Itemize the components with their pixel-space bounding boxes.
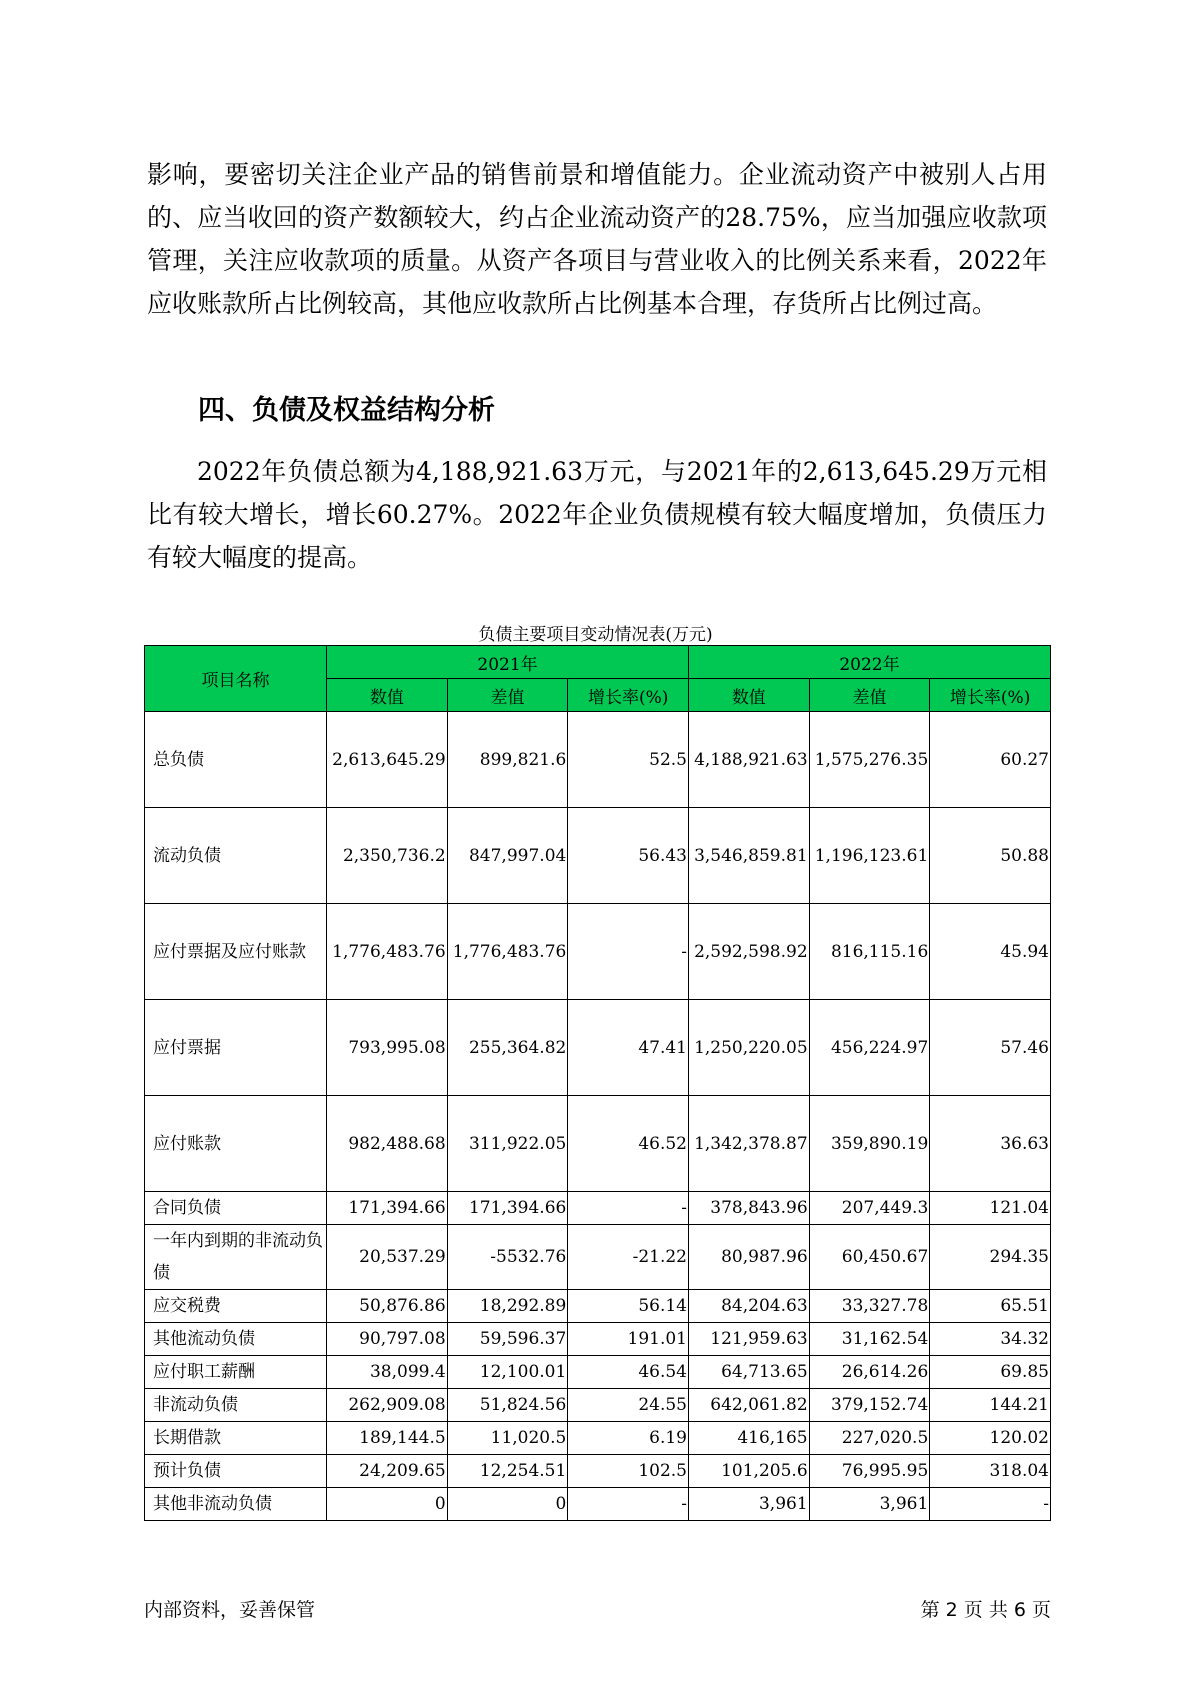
rate-2021: - bbox=[568, 904, 689, 1000]
value-2021: 90,797.08 bbox=[327, 1323, 448, 1356]
diff-2021: 18,292.89 bbox=[447, 1290, 568, 1323]
value-2021: 24,209.65 bbox=[327, 1455, 448, 1488]
value-2021: 2,350,736.2 bbox=[327, 808, 448, 904]
header-rate-2022: 增长率(%) bbox=[930, 679, 1051, 712]
value-2021: 0 bbox=[327, 1488, 448, 1521]
header-rate-2021: 增长率(%) bbox=[568, 679, 689, 712]
table-row bbox=[145, 1389, 1051, 1422]
rate-2021: 6.19 bbox=[568, 1422, 689, 1455]
table-row bbox=[145, 1000, 1051, 1096]
footer-page-number: 第 2 页 共 6 页 bbox=[920, 1599, 1051, 1621]
value-2022: 64,713.65 bbox=[689, 1356, 810, 1389]
diff-2022: 816,115.16 bbox=[809, 904, 930, 1000]
diff-2022: 1,196,123.61 bbox=[809, 808, 930, 904]
diff-2021: 12,100.01 bbox=[447, 1356, 568, 1389]
value-2022: 3,961 bbox=[689, 1488, 810, 1521]
header-value-2022: 数值 bbox=[689, 679, 810, 712]
header-diff-2021: 差值 bbox=[447, 679, 568, 712]
row-item-name: 流动负债 bbox=[145, 808, 327, 904]
section-heading: 四、负债及权益结构分析 bbox=[198, 395, 495, 426]
diff-2021: 311,922.05 bbox=[447, 1096, 568, 1192]
value-2022: 378,843.96 bbox=[689, 1192, 810, 1225]
header-diff-2022: 差值 bbox=[809, 679, 930, 712]
rate-2022: 57.46 bbox=[930, 1000, 1051, 1096]
header-value-2021: 数值 bbox=[327, 679, 448, 712]
diff-2022: 227,020.5 bbox=[809, 1422, 930, 1455]
header-year-2022: 2022年 bbox=[689, 646, 1051, 679]
row-item-name: 总负债 bbox=[145, 712, 327, 808]
table-row bbox=[145, 1455, 1051, 1488]
value-2021: 38,099.4 bbox=[327, 1356, 448, 1389]
rate-2022: 144.21 bbox=[930, 1389, 1051, 1422]
rate-2022: 45.94 bbox=[930, 904, 1051, 1000]
value-2021: 2,613,645.29 bbox=[327, 712, 448, 808]
table-row bbox=[145, 712, 1051, 808]
rate-2021: 102.5 bbox=[568, 1455, 689, 1488]
rate-2021: 24.55 bbox=[568, 1389, 689, 1422]
row-item-name: 应付账款 bbox=[145, 1096, 327, 1192]
diff-2022: 379,152.74 bbox=[809, 1389, 930, 1422]
row-item-name: 预计负债 bbox=[145, 1455, 327, 1488]
diff-2021: 847,997.04 bbox=[447, 808, 568, 904]
rate-2021: 46.52 bbox=[568, 1096, 689, 1192]
rate-2021: 47.41 bbox=[568, 1000, 689, 1096]
diff-2022: 456,224.97 bbox=[809, 1000, 930, 1096]
table-row bbox=[145, 904, 1051, 1000]
diff-2022: 76,995.95 bbox=[809, 1455, 930, 1488]
table-caption: 负债主要项目变动情况表(万元) bbox=[478, 625, 713, 645]
rate-2022: 294.35 bbox=[930, 1225, 1051, 1290]
diff-2022: 1,575,276.35 bbox=[809, 712, 930, 808]
diff-2021: 12,254.51 bbox=[447, 1455, 568, 1488]
row-item-name: 合同负债 bbox=[145, 1192, 327, 1225]
value-2022: 2,592,598.92 bbox=[689, 904, 810, 1000]
value-2021: 1,776,483.76 bbox=[327, 904, 448, 1000]
table-row bbox=[145, 1422, 1051, 1455]
table-body bbox=[145, 712, 1051, 1521]
rate-2022: 60.27 bbox=[930, 712, 1051, 808]
rate-2022: - bbox=[930, 1488, 1051, 1521]
diff-2021: 255,364.82 bbox=[447, 1000, 568, 1096]
value-2022: 1,342,378.87 bbox=[689, 1096, 810, 1192]
table-row bbox=[145, 1225, 1051, 1290]
value-2021: 20,537.29 bbox=[327, 1225, 448, 1290]
value-2022: 80,987.96 bbox=[689, 1225, 810, 1290]
diff-2021: 171,394.66 bbox=[447, 1192, 568, 1225]
value-2022: 1,250,220.05 bbox=[689, 1000, 810, 1096]
row-item-name: 应付票据及应付账款 bbox=[145, 904, 327, 1000]
table-row bbox=[145, 808, 1051, 904]
value-2022: 416,165 bbox=[689, 1422, 810, 1455]
footer-confidential: 内部资料，妥善保管 bbox=[144, 1599, 316, 1621]
diff-2021: 11,020.5 bbox=[447, 1422, 568, 1455]
table-row bbox=[145, 1290, 1051, 1323]
value-2022: 121,959.63 bbox=[689, 1323, 810, 1356]
table-row bbox=[145, 1488, 1051, 1521]
liabilities-table bbox=[144, 645, 1051, 1521]
row-item-name: 长期借款 bbox=[145, 1422, 327, 1455]
diff-2022: 33,327.78 bbox=[809, 1290, 930, 1323]
rate-2022: 120.02 bbox=[930, 1422, 1051, 1455]
rate-2021: 56.14 bbox=[568, 1290, 689, 1323]
value-2021: 793,995.08 bbox=[327, 1000, 448, 1096]
row-item-name: 其他非流动负债 bbox=[145, 1488, 327, 1521]
value-2021: 171,394.66 bbox=[327, 1192, 448, 1225]
rate-2021: - bbox=[568, 1192, 689, 1225]
rate-2021: -21.22 bbox=[568, 1225, 689, 1290]
diff-2021: 51,824.56 bbox=[447, 1389, 568, 1422]
diff-2022: 359,890.19 bbox=[809, 1096, 930, 1192]
diff-2022: 26,614.26 bbox=[809, 1356, 930, 1389]
value-2022: 3,546,859.81 bbox=[689, 808, 810, 904]
value-2021: 189,144.5 bbox=[327, 1422, 448, 1455]
rate-2022: 65.51 bbox=[930, 1290, 1051, 1323]
paragraph-liabilities bbox=[147, 450, 1047, 579]
diff-2022: 3,961 bbox=[809, 1488, 930, 1521]
table-row bbox=[145, 1192, 1051, 1225]
rate-2021: 52.5 bbox=[568, 712, 689, 808]
rate-2022: 318.04 bbox=[930, 1455, 1051, 1488]
row-item-name: 应交税费 bbox=[145, 1290, 327, 1323]
table-row bbox=[145, 1323, 1051, 1356]
paragraph-liabilities-text: 2022年负债总额为4,188,921.63万元，与2021年的2,613,645.29万元相比有较大增长，增长60.27%。2022年企业负债规模有较大幅度增加，负债压力有较大幅度的提高。 bbox=[147, 457, 1047, 572]
diff-2022: 31,162.54 bbox=[809, 1323, 930, 1356]
diff-2021: -5532.76 bbox=[447, 1225, 568, 1290]
table-row bbox=[145, 1096, 1051, 1192]
rate-2021: 191.01 bbox=[568, 1323, 689, 1356]
diff-2021: 899,821.6 bbox=[447, 712, 568, 808]
diff-2022: 207,449.3 bbox=[809, 1192, 930, 1225]
rate-2022: 69.85 bbox=[930, 1356, 1051, 1389]
value-2021: 982,488.68 bbox=[327, 1096, 448, 1192]
row-item-name: 非流动负债 bbox=[145, 1389, 327, 1422]
rate-2022: 50.88 bbox=[930, 808, 1051, 904]
rate-2022: 121.04 bbox=[930, 1192, 1051, 1225]
value-2021: 50,876.86 bbox=[327, 1290, 448, 1323]
value-2022: 642,061.82 bbox=[689, 1389, 810, 1422]
diff-2021: 59,596.37 bbox=[447, 1323, 568, 1356]
row-item-name: 应付票据 bbox=[145, 1000, 327, 1096]
rate-2021: 56.43 bbox=[568, 808, 689, 904]
header-year-2021: 2021年 bbox=[327, 646, 689, 679]
row-item-name: 应付职工薪酬 bbox=[145, 1356, 327, 1389]
row-item-name: 一年内到期的非流动负债 bbox=[145, 1225, 327, 1290]
value-2022: 84,204.63 bbox=[689, 1290, 810, 1323]
row-item-name: 其他流动负债 bbox=[145, 1323, 327, 1356]
diff-2021: 1,776,483.76 bbox=[447, 904, 568, 1000]
paragraph-liquidity: 影响，要密切关注企业产品的销售前景和增值能力。企业流动资产中被别人占用的、应当收回的资产数额较大，约占企业流动资产的28.75%，应当加强应收款项管理，关注应收款项的质量。从资产各项目与营业收入的比例关系来看，2022年应收账款所占比例较高，其他应收款所占比例基本合理，存货所占比例过高。 bbox=[147, 160, 1047, 318]
value-2022: 101,205.6 bbox=[689, 1455, 810, 1488]
rate-2022: 36.63 bbox=[930, 1096, 1051, 1192]
header-item-name: 项目名称 bbox=[145, 646, 327, 712]
value-2021: 262,909.08 bbox=[327, 1389, 448, 1422]
diff-2021: 0 bbox=[447, 1488, 568, 1521]
diff-2022: 60,450.67 bbox=[809, 1225, 930, 1290]
rate-2021: 46.54 bbox=[568, 1356, 689, 1389]
value-2022: 4,188,921.63 bbox=[689, 712, 810, 808]
rate-2021: - bbox=[568, 1488, 689, 1521]
table-row bbox=[145, 1356, 1051, 1389]
rate-2022: 34.32 bbox=[930, 1323, 1051, 1356]
